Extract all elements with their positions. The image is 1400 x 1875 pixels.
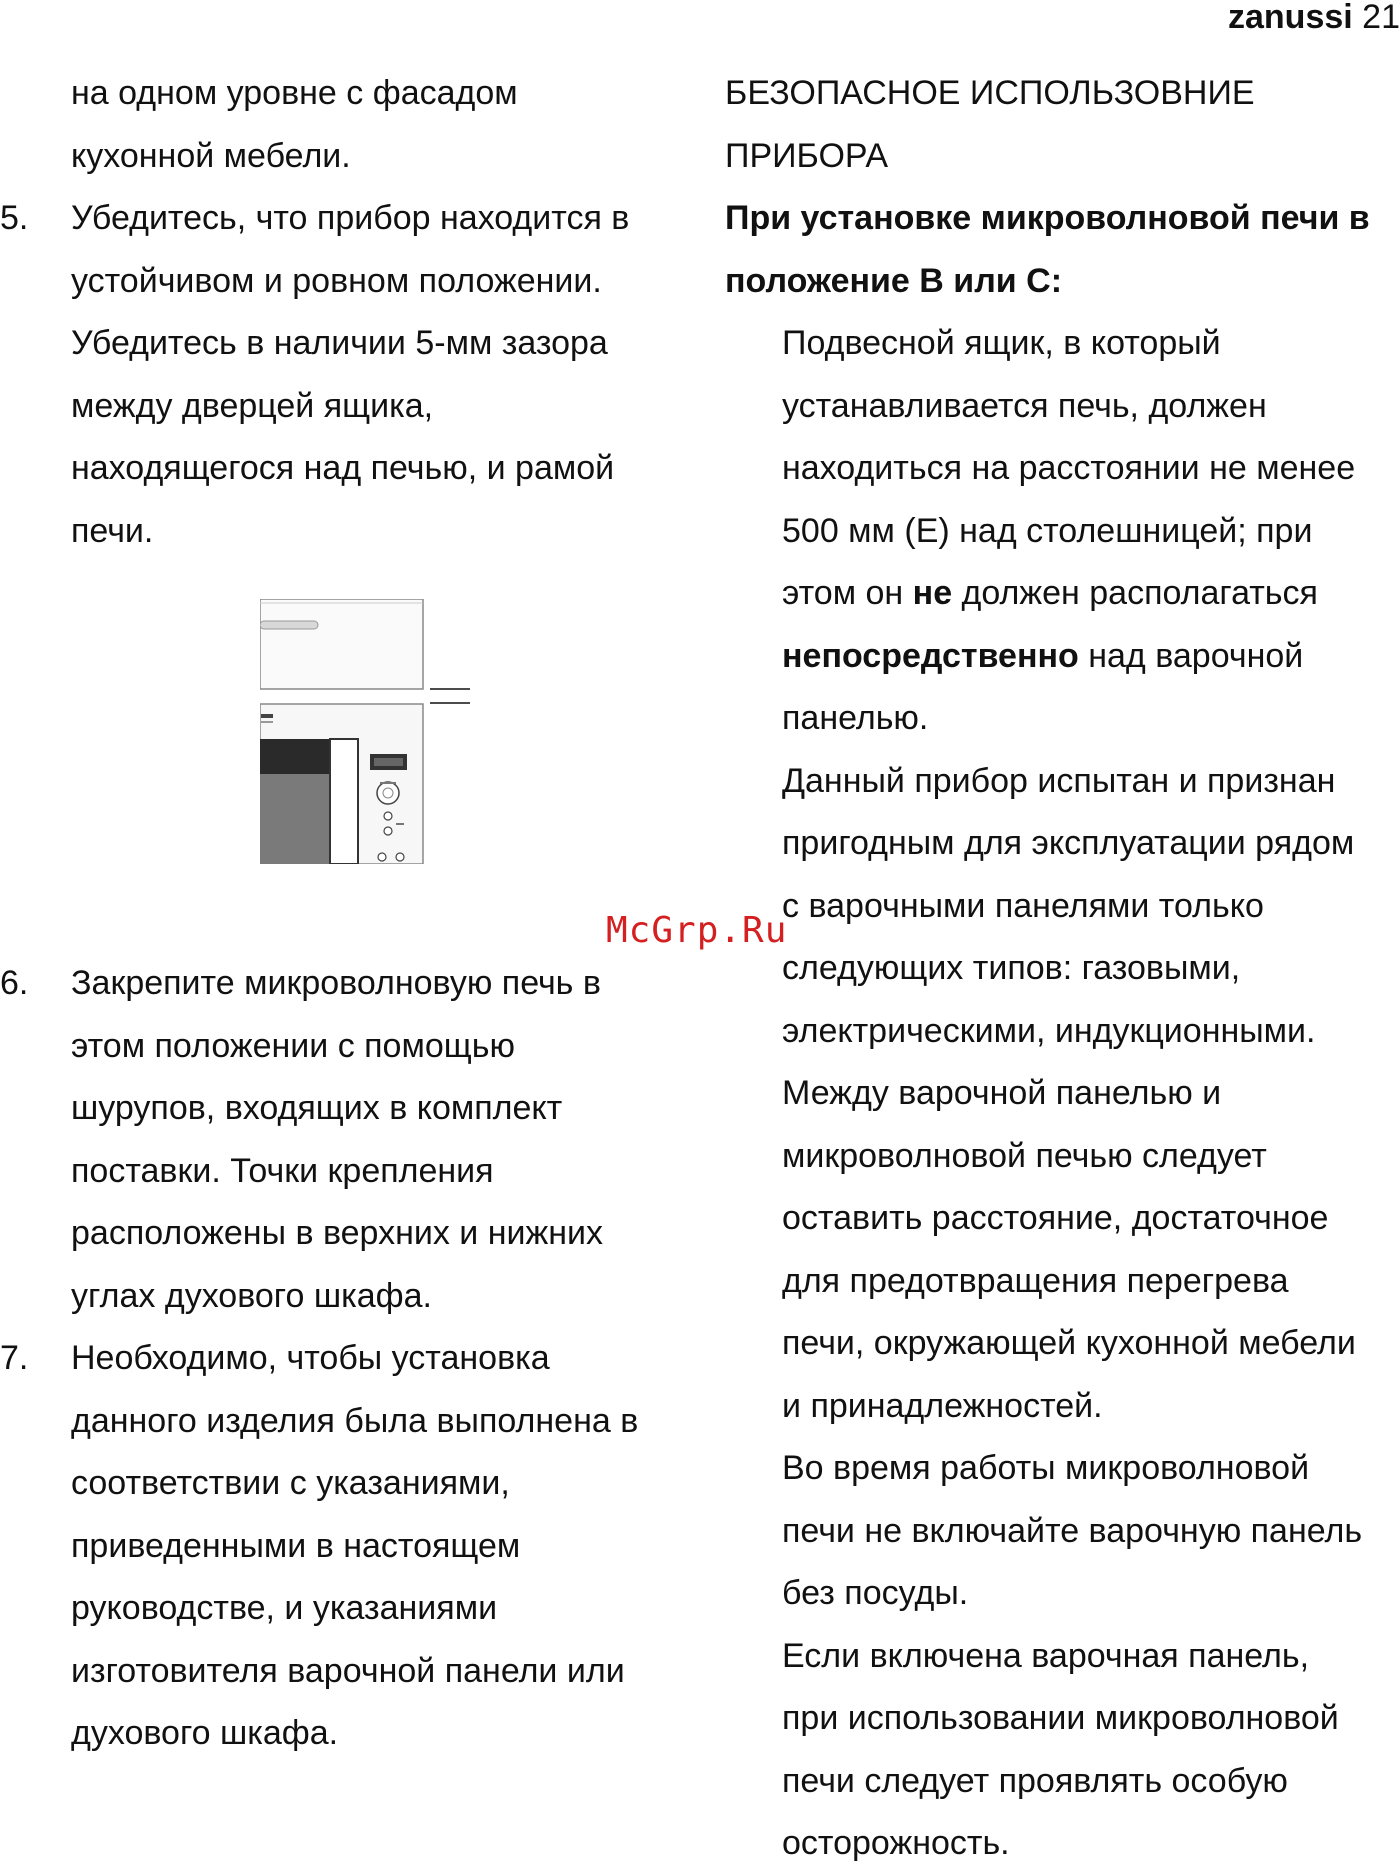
text-line: устанавливается печь, должен [782,386,1267,425]
text-line: Если включена варочная панель, [782,1636,1310,1675]
text-line: Необходимо, чтобы установка [71,1339,550,1377]
oven-dial [377,782,399,804]
text-line: Убедитесь в наличии 5-мм зазора [71,324,608,362]
text-line: руководстве, и указаниями [71,1589,498,1627]
oven-button [378,853,386,861]
subheading: положение B или C: [725,261,1063,300]
text-run: должен располагаться [952,574,1318,612]
cabinet-handle [260,621,318,629]
text-line: приведенными в настоящем [71,1526,521,1565]
text-line: панелью. [782,699,929,737]
text-line: печи не включайте варочную панель [782,1511,1363,1550]
page-header [1228,0,1400,34]
text-line: Между варочной панелью и [782,1074,1222,1112]
text-line: 500 мм (E) над столешницей; при [782,511,1313,550]
oven-cabinet-illustration [260,599,490,864]
paragraph-spacing [725,1062,1400,1437]
oven-button [396,853,404,861]
text-line: печи. [71,511,154,550]
text-line: Убедитесь, что прибор находится в [71,199,630,237]
text-line: на одном уровне с фасадом [71,74,518,112]
text-line: осторожность. [782,1824,1010,1862]
text-line: электрическими, индукционными. [782,1011,1316,1050]
emphasis-directly: непосредственно [782,636,1079,675]
text-line: данного изделия была выполнена в [71,1401,639,1440]
paragraph-cabinet-distance [725,312,1400,750]
text-line: оставить расстояние, достаточное [782,1199,1329,1237]
text-line: печи следует проявлять особую [782,1761,1288,1800]
text-line: Во время работы микроволновой [782,1449,1310,1487]
right-column [725,62,1400,1875]
text-line: устойчивом и ровном положении. [71,261,602,300]
text-line: Данный прибор испытан и признан [782,761,1336,800]
list-item-number: 7. [0,1339,29,1377]
paragraph-caution [725,1625,1400,1875]
text-line: Закрепите микроволновую печь в [71,964,601,1002]
oven-button [384,827,392,835]
section-heading: БЕЗОПАСНОЕ ИСПОЛЬЗОВНИЕ [725,74,1255,112]
text-line: находиться на расстоянии не менее [782,449,1356,487]
text-line: следующих типов: газовыми, [782,949,1241,987]
oven-button [384,812,392,820]
list-item-number: 5. [0,199,29,237]
subheading: При установке микроволновой печи в [725,199,1370,237]
list-item-6 [0,952,690,1327]
text-line: шурупов, входящих в комплект [71,1089,563,1127]
oven-door-edge [330,739,358,864]
list-item-number: 6. [0,964,29,1002]
paragraph-hob-types [725,750,1400,1063]
text-line [725,562,1400,625]
text-line: без посуды. [782,1574,969,1612]
watermark: McGrp.Ru [606,910,788,951]
text-line: углах духового шкафа. [71,1276,432,1315]
brand-name: zanussi [1228,0,1353,36]
list-item-7 [0,1327,690,1765]
text-line [725,625,1400,688]
emphasis-not: не [912,574,953,612]
text-line: Подвесной ящик, в который [782,324,1221,362]
left-column [0,62,690,1765]
cabinet-door [260,599,423,689]
text-line: для предотвращения перегрева [782,1261,1289,1300]
list-item-5 [0,187,690,562]
text-line: между дверцей ящика, [71,386,434,425]
text-line: микроволновой печью следует [782,1136,1267,1175]
text-run: этом он [782,574,913,612]
text-line: находящегося над печью, и рамой [71,449,615,487]
installation-figure [260,599,490,864]
text-line: печи, окружающей кухонной мебели [782,1324,1356,1362]
page-number: 21 [1362,0,1400,36]
paragraph-no-empty-hob [725,1437,1400,1625]
text-line: соответствии с указаниями, [71,1464,510,1502]
section-heading: ПРИБОРА [725,136,889,175]
text-line: расположены в верхних и нижних [71,1214,604,1252]
text-line: духового шкафа. [71,1714,339,1752]
text-line: поставки. Точки крепления [71,1151,494,1190]
text-line: этом положении с помощью [71,1026,515,1065]
text-line: при использовании микроволновой [782,1699,1339,1737]
text-line: кухонной мебели. [71,136,351,175]
text-line: и принадлежностей. [782,1386,1103,1425]
text-line: с варочными панелями только [782,886,1264,925]
text-line: пригодным для эксплуатации рядом [782,824,1355,862]
text-run: над варочной [1078,636,1304,675]
text-line: изготовителя варочной панели или [71,1651,625,1690]
